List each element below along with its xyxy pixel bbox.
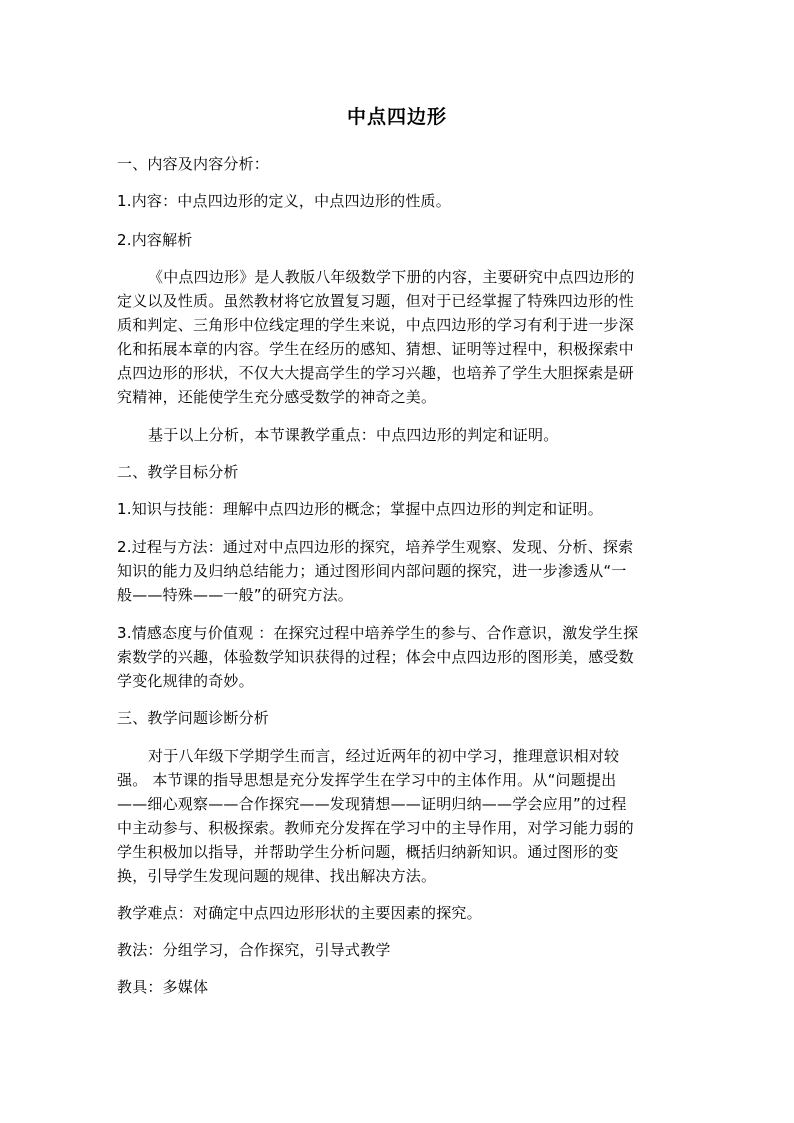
goal-process-line: 知识的能力及归纳总结能力；通过图形间内部问题的探究，进一步渗透从“一 [117,562,627,580]
section-heading-goals: 二、教学目标分析 [117,463,239,481]
paragraph-line: 质和判定、三角形中位线定理的学生来说，中点四边形的学习有利于进一步深 [117,316,634,334]
goal-knowledge-line: 1.知识与技能：理解中点四边形的概念；掌握中点四边形的判定和证明。 [117,500,603,518]
section-heading-diagnosis: 三、教学问题诊断分析 [117,709,270,727]
teaching-tools-line: 教具：多媒体 [117,978,209,996]
teaching-difficulty-line: 教学难点：对确定中点四边形形状的主要因素的探究。 [117,904,482,922]
diagnosis-line: 学生积极加以指导，并帮助学生分析问题，概括归纳新知识。通过图形的变 [117,843,619,861]
teaching-method-line: 教法：分组学习，合作探究，引导式教学 [117,941,391,959]
paragraph-line: 定义以及性质。虽然教材将它放置复习题，但对于已经掌握了特殊四边形的性 [117,292,634,310]
section-heading-content-analysis: 一、内容及内容分析： [117,155,270,173]
diagnosis-line: 强。 本节课的指导思想是充分发挥学生在学习中的主体作用。从“问题提出 [117,771,617,789]
page-title: 中点四边形 [346,106,447,128]
paragraph-line: 点四边形的形状，不仅大大提高学生的学习兴趣，也培养了学生大胆探索是研 [117,364,634,382]
diagnosis-line: 换，引导学生发现问题的规律、找出解决方法。 [117,867,437,885]
goal-process-line: 2.过程与方法：通过对中点四边形的探究，培养学生观察、发现、分析、探索 [117,538,634,556]
paragraph-line: 《中点四边形》是人教版八年级数学下册的内容，主要研究中点四边形的 [148,268,635,286]
diagnosis-line: ——细心观察——合作探究——发现猜想——证明归纳——学会应用”的过程 [117,795,627,813]
diagnosis-line: 对于八年级下学期学生而言，经过近两年的初中学习，推理意识相对较 [148,747,620,765]
content-line: 1.内容：中点四边形的定义，中点四边形的性质。 [117,192,451,210]
key-point-line: 基于以上分析，本节课教学重点：中点四边形的判定和证明。 [148,426,559,444]
goal-emotion-line: 索数学的兴趣，体验数学知识获得的过程；体会中点四边形的图形美，感受数 [117,648,634,666]
goal-emotion-line: 学变化规律的奇妙。 [117,672,254,690]
content-analysis-heading: 2.内容解析 [117,231,193,249]
paragraph-line: 究精神，还能使学生充分感受数学的神奇之美。 [117,388,437,406]
paragraph-line: 化和拓展本章的内容。学生在经历的感知、猜想、证明等过程中，积极探索中 [117,340,634,358]
goal-process-line: 般——特殊——一般”的研究方法。 [117,586,353,604]
diagnosis-line: 中主动参与、积极探索。教师充分发挥在学习中的主导作用，对学习能力弱的 [117,819,634,837]
goal-emotion-line: 3.情感态度与价值观 ：在探究过程中培养学生的参与、合作意识，激发学生探 [117,624,639,642]
